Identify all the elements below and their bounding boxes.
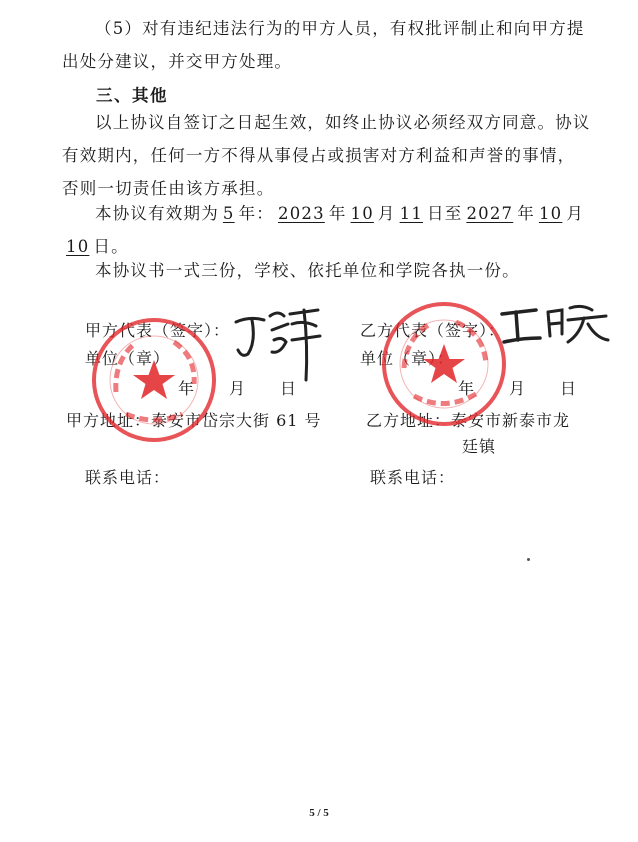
validity-t4: 日至 — [427, 204, 463, 223]
party-b-unit-label: 单位（章）： — [360, 349, 455, 368]
validity-t2: 年 — [328, 204, 347, 223]
end-year: 2027 — [466, 204, 514, 223]
page-number: 5 / 5 — [309, 807, 329, 819]
validity-t3: 月 — [377, 204, 396, 223]
party-b-address-line1: 泰安市新泰市龙 — [451, 411, 571, 430]
validity-t5: 年 — [517, 204, 535, 223]
party-b-address-line2: 廷镇 — [462, 437, 497, 456]
party-a-date-label: 年 月 日 — [178, 379, 298, 398]
party-a-address-label: 甲方地址： — [66, 411, 152, 430]
party-b-date-label: 年 月 日 — [458, 379, 578, 398]
party-b-seal-star-icon — [423, 344, 465, 383]
party-b-address-label: 乙方地址： — [366, 411, 452, 430]
end-month: 10 — [538, 204, 563, 223]
validity-t7: 日。 — [93, 237, 129, 256]
validity-t1: 年： — [238, 204, 275, 223]
scan-speck — [527, 558, 530, 561]
section-3-heading: 三、其他 — [96, 86, 168, 105]
start-month: 10 — [350, 204, 374, 223]
party-a-handwritten-signature — [230, 296, 325, 386]
party-a-seal-star-icon — [133, 360, 175, 399]
party-a-unit-label: 单位（章） — [85, 349, 171, 368]
validity-years: 5 — [222, 204, 235, 223]
party-a-address: 泰安市岱宗大街 61 号 — [151, 411, 322, 430]
party-b-phone-label: 联系电话： — [370, 468, 456, 487]
end-day: 10 — [66, 237, 90, 256]
party-b-rep-label: 乙方代表（签字）： — [360, 321, 506, 340]
start-year: 2023 — [278, 204, 325, 223]
item-5-paragraph: （5）对有违纪违法行为的甲方人员，有权批评制止和向甲方提出处分建议，并交甲方处理。 — [62, 19, 585, 71]
validity-prefix: 本协议有效期为 — [95, 204, 219, 223]
start-day: 11 — [399, 204, 424, 223]
copies-paragraph: 本协议书一式三份，学校、依托单位和学院各执一份。 — [95, 261, 520, 280]
party-a-seal — [92, 318, 216, 442]
party-a-rep-label: 甲方代表（签字）： — [85, 321, 231, 340]
party-b-handwritten-signature — [496, 296, 614, 348]
effect-paragraph: 以上协议自签订之日起生效，如终止协议必须经双方同意。协议有效期内，任何一方不得从事侵占或损害对方利益和声誉的事情，否则一切责任由该方承担。 — [62, 113, 591, 198]
validity-t6: 月 — [566, 204, 585, 223]
party-a-phone-label: 联系电话： — [85, 468, 171, 487]
party-b-seal — [382, 302, 506, 426]
